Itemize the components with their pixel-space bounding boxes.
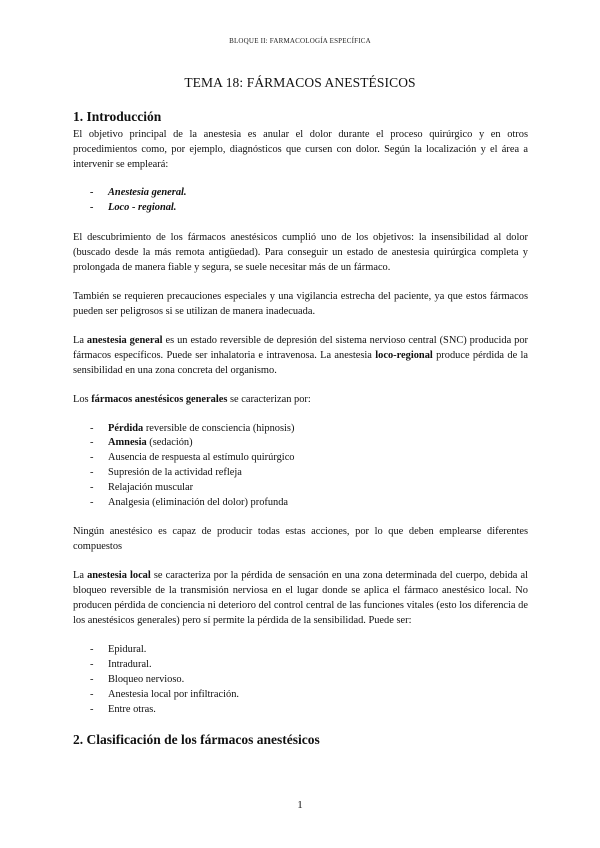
list-item: - Supresión de la actividad refleja bbox=[90, 466, 242, 478]
list-item: - Anestesia general. bbox=[90, 187, 187, 198]
document-body bbox=[73, 108, 528, 750]
running-header: BLOQUE II: FARMACOLOGÍA ESPECÍFICA bbox=[229, 37, 371, 45]
list-item: - Amnesia (sedación) bbox=[90, 437, 193, 449]
list-item: - Entre otras. bbox=[90, 703, 156, 715]
paragraph-ningun-anestesico: Ningún anestésico es capaz de producir todas estas acciones, por lo que deben emplearse diferentes compuestos bbox=[73, 526, 528, 553]
page-number: 1 bbox=[297, 799, 303, 811]
list-item: - Bloqueo nervioso. bbox=[90, 673, 185, 685]
paragraph-anestesia-general: La anestesia general es un estado reversible de depresión del sistema nervioso central (SNC) producida por fármacos específicos. Puede ser inhalatoria e intravenosa. La anestesia loco-regional produce pérdida de la sensibilidad en una zona concreta del organismo. bbox=[73, 334, 529, 376]
paragraph-objetivo: El objetivo principal de la anestesia es anular el dolor durante el proceso quirúrgico y en otros procedimientos como, por ejemplo, diagnósticos que cursen con dolor. Según la localización y el área a intervenir se empleará: bbox=[73, 129, 528, 170]
local-types-list bbox=[73, 643, 528, 717]
paragraph-caracteristicas-intro: Los fármacos anestésicos generales se caracterizan por: bbox=[73, 393, 311, 405]
paragraph-descubrimiento: El descubrimiento de los fármacos anestésicos cumplió uno de los objetivos: la insensibilidad al dolor (buscado desde la más remota antigüedad). Para conseguir un estado de anestesia quirúrgica completa y prolongada de manera fiable y segura, se suele necesitar más de un fármaco. bbox=[73, 231, 528, 273]
characteristics-list bbox=[73, 422, 528, 511]
list-item: - Intradural. bbox=[90, 659, 152, 671]
anesthesia-types-list bbox=[73, 186, 528, 216]
section-heading-introduccion: 1. Introducción bbox=[73, 109, 162, 124]
list-item: - Pérdida reversible de consciencia (hipnosis) bbox=[90, 422, 295, 434]
paragraph-anestesia-local: La anestesia local se caracteriza por la pérdida de sensación en una zona determinada del cuerpo, debida al bloqueo reversible de la transmisión nerviosa en el lugar donde se aplica el fármaco anestésico local. No producen pérdida de conciencia ni deterioro del control central de las funciones vitales (esto los diferencia de los anestésicos generales) pero sí permite la pérdida de la sensibilidad. Puede ser: bbox=[73, 570, 529, 627]
paragraph-precauciones: También se requieren precauciones especiales y una vigilancia estrecha del paciente, ya que estos fármacos pueden ser peligrosos si se utilizan de manera inadecuada. bbox=[73, 290, 528, 317]
page-title: TEMA 18: FÁRMACOS ANESTÉSICOS bbox=[184, 75, 416, 90]
list-item: - Anestesia local por infiltración. bbox=[90, 688, 239, 700]
list-item: - Ausencia de respuesta al estímulo quirúrgico bbox=[90, 452, 295, 464]
list-item: - Epidural. bbox=[90, 644, 147, 656]
list-item: - Analgesia (eliminación del dolor) profunda bbox=[90, 496, 289, 508]
list-item: - Loco - regional. bbox=[90, 201, 177, 213]
list-item: - Relajación muscular bbox=[90, 481, 194, 493]
section-heading-clasificacion: 2. Clasificación de los fármacos anestésicos bbox=[73, 732, 320, 748]
